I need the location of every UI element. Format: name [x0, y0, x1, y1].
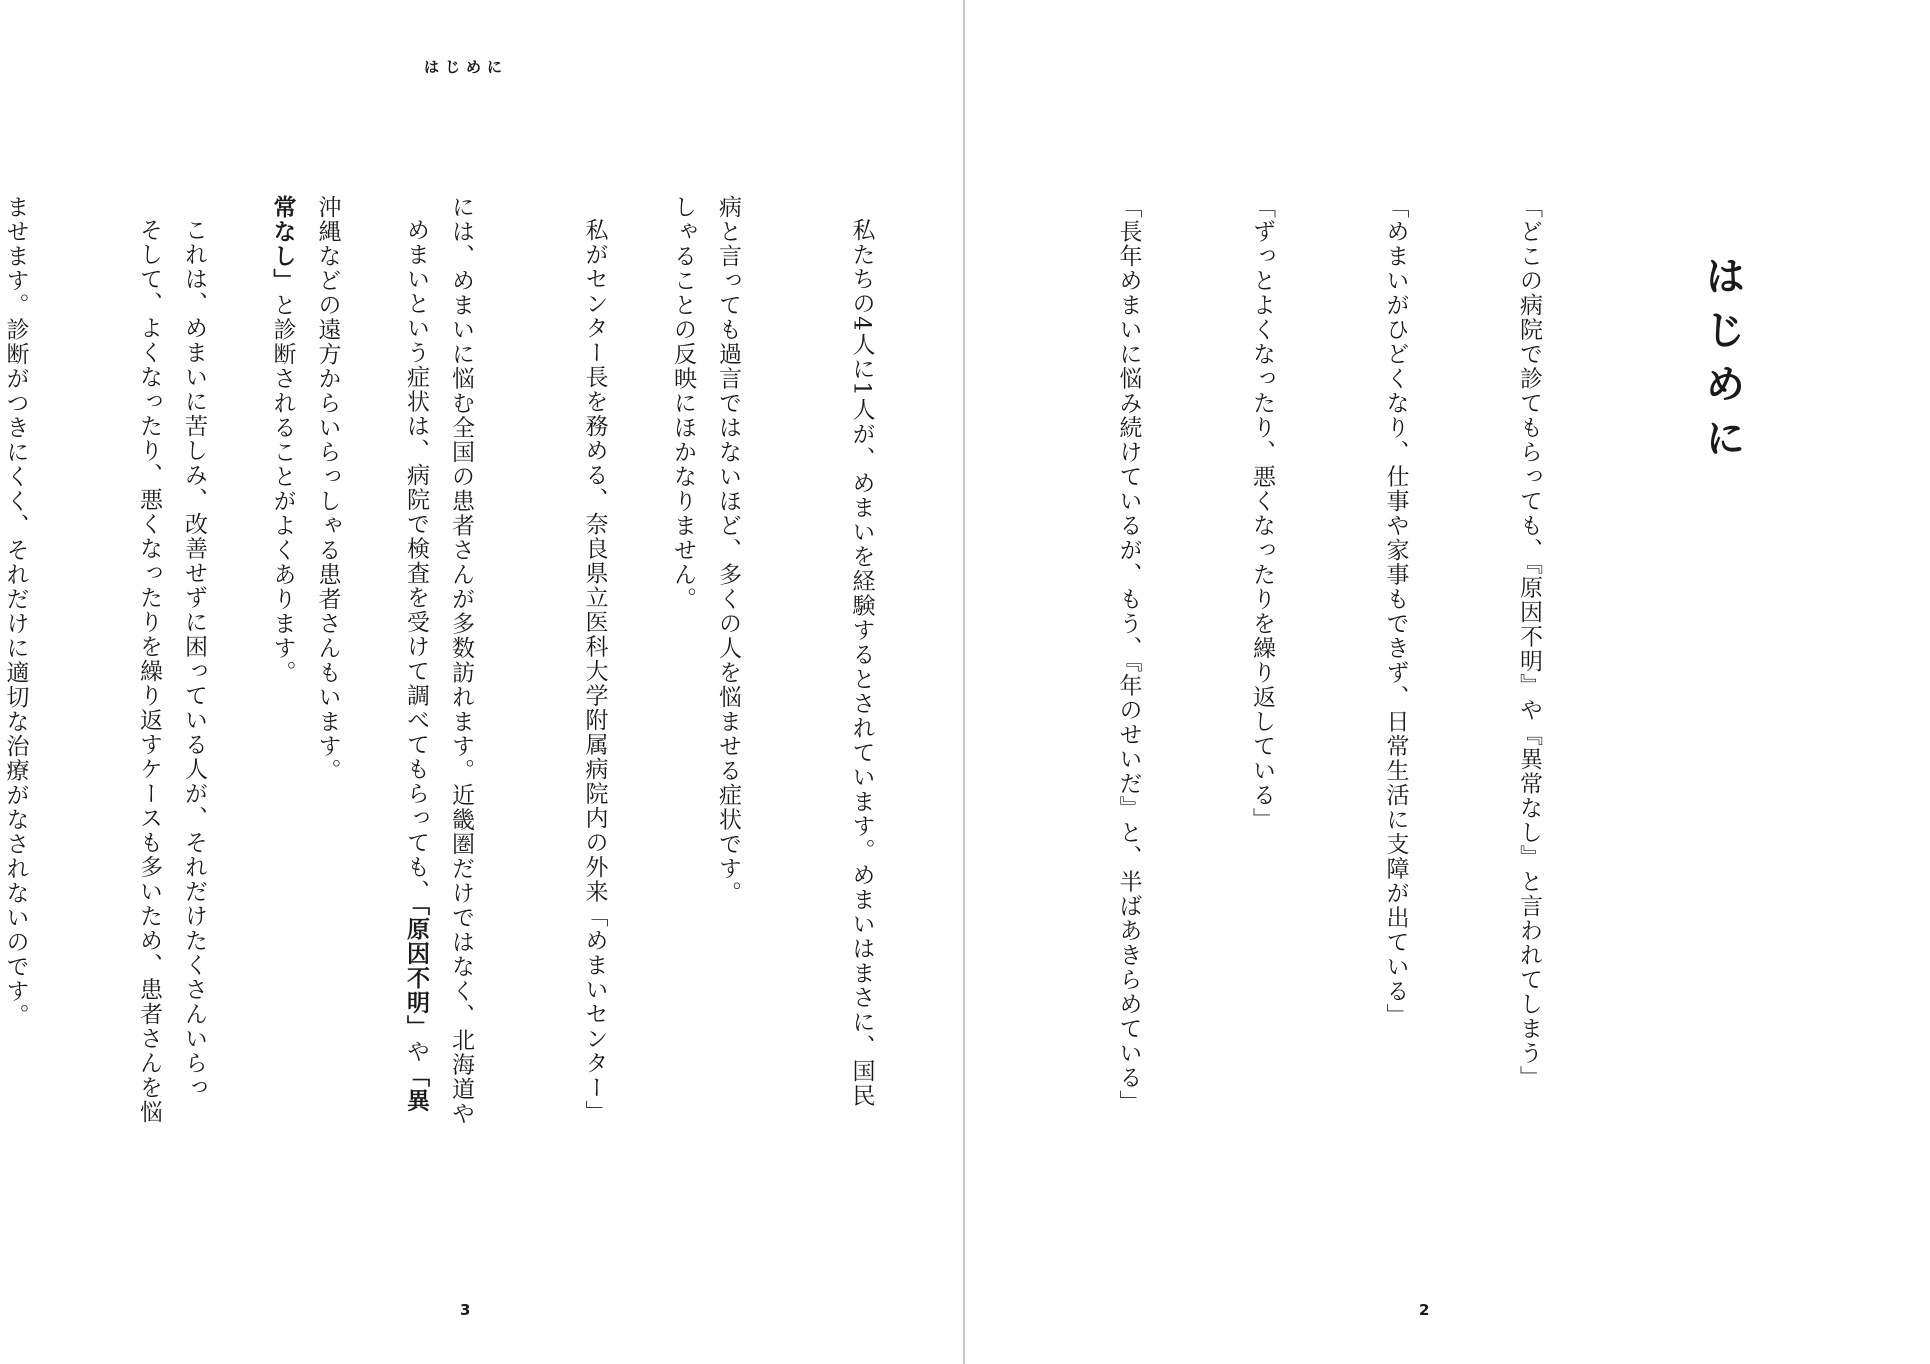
text-line: これは、めまいに苦しみ、改善せずに困っている人が、それだけたくさんいらっ	[181, 218, 207, 1100]
text-line: 私がセンター長を務める、奈良県立医科大学附属病院内の外来「めまいセンター」	[581, 218, 608, 1125]
page-number: 2	[1419, 1301, 1430, 1319]
text-line: 沖縄などの遠方からいらっしゃる患者さんもいます。	[314, 195, 341, 783]
chapter-title: はじめに	[1699, 255, 1745, 471]
text-line: 「長年めまいに悩み続けているが、もう、『年のせいだ』と、半ばあきらめている」	[1115, 195, 1142, 1115]
bold-term: 「原因不明」	[403, 904, 429, 1040]
text-run: と診断されることがよくあります。	[269, 293, 296, 685]
text-line: ませます。診断がつきにくく、それだけに適切な治療がなされないのです。	[2, 195, 29, 1028]
text-line: には、めまいに悩む全国の患者さんが多数訪れます。近畿圏だけではなく、北海道や	[448, 195, 474, 1126]
text-line: 私たちの4人に1人が、めまいを経験するとされています。めまいはまさに、国民	[848, 218, 875, 1108]
bold-term: 常なし」	[269, 195, 296, 293]
paragraph-gap	[973, 195, 1018, 1205]
running-head: はじめに	[424, 58, 509, 76]
text-line: そして、よくなったり、悪くなったりを繰り返すケースも多いため、患者さんを悩	[136, 218, 162, 1125]
text-run: めまいという症状は、病院で検査を受けて調べてもらっても、	[403, 218, 429, 904]
text-line: 「ずっとよくなったり、悪くなったりを繰り返している」	[1249, 195, 1275, 832]
text-line: 病と言っても過言ではないほど、多くの人を悩ませる症状です。	[715, 195, 741, 906]
text-line: しゃることの反映にほかなりません。	[670, 195, 696, 612]
text-line: 「どこの病院で診てもらっても、『原因不明』や『異常なし』と言われてしまう」	[1516, 195, 1542, 1090]
text-run: や	[403, 1039, 429, 1064]
bold-term: 「異	[403, 1064, 429, 1113]
text-line: 「めまいがひどくなり、仕事や家事もできず、日常生活に支障が出ている」	[1382, 195, 1409, 1028]
page-number: 3	[460, 1301, 471, 1319]
